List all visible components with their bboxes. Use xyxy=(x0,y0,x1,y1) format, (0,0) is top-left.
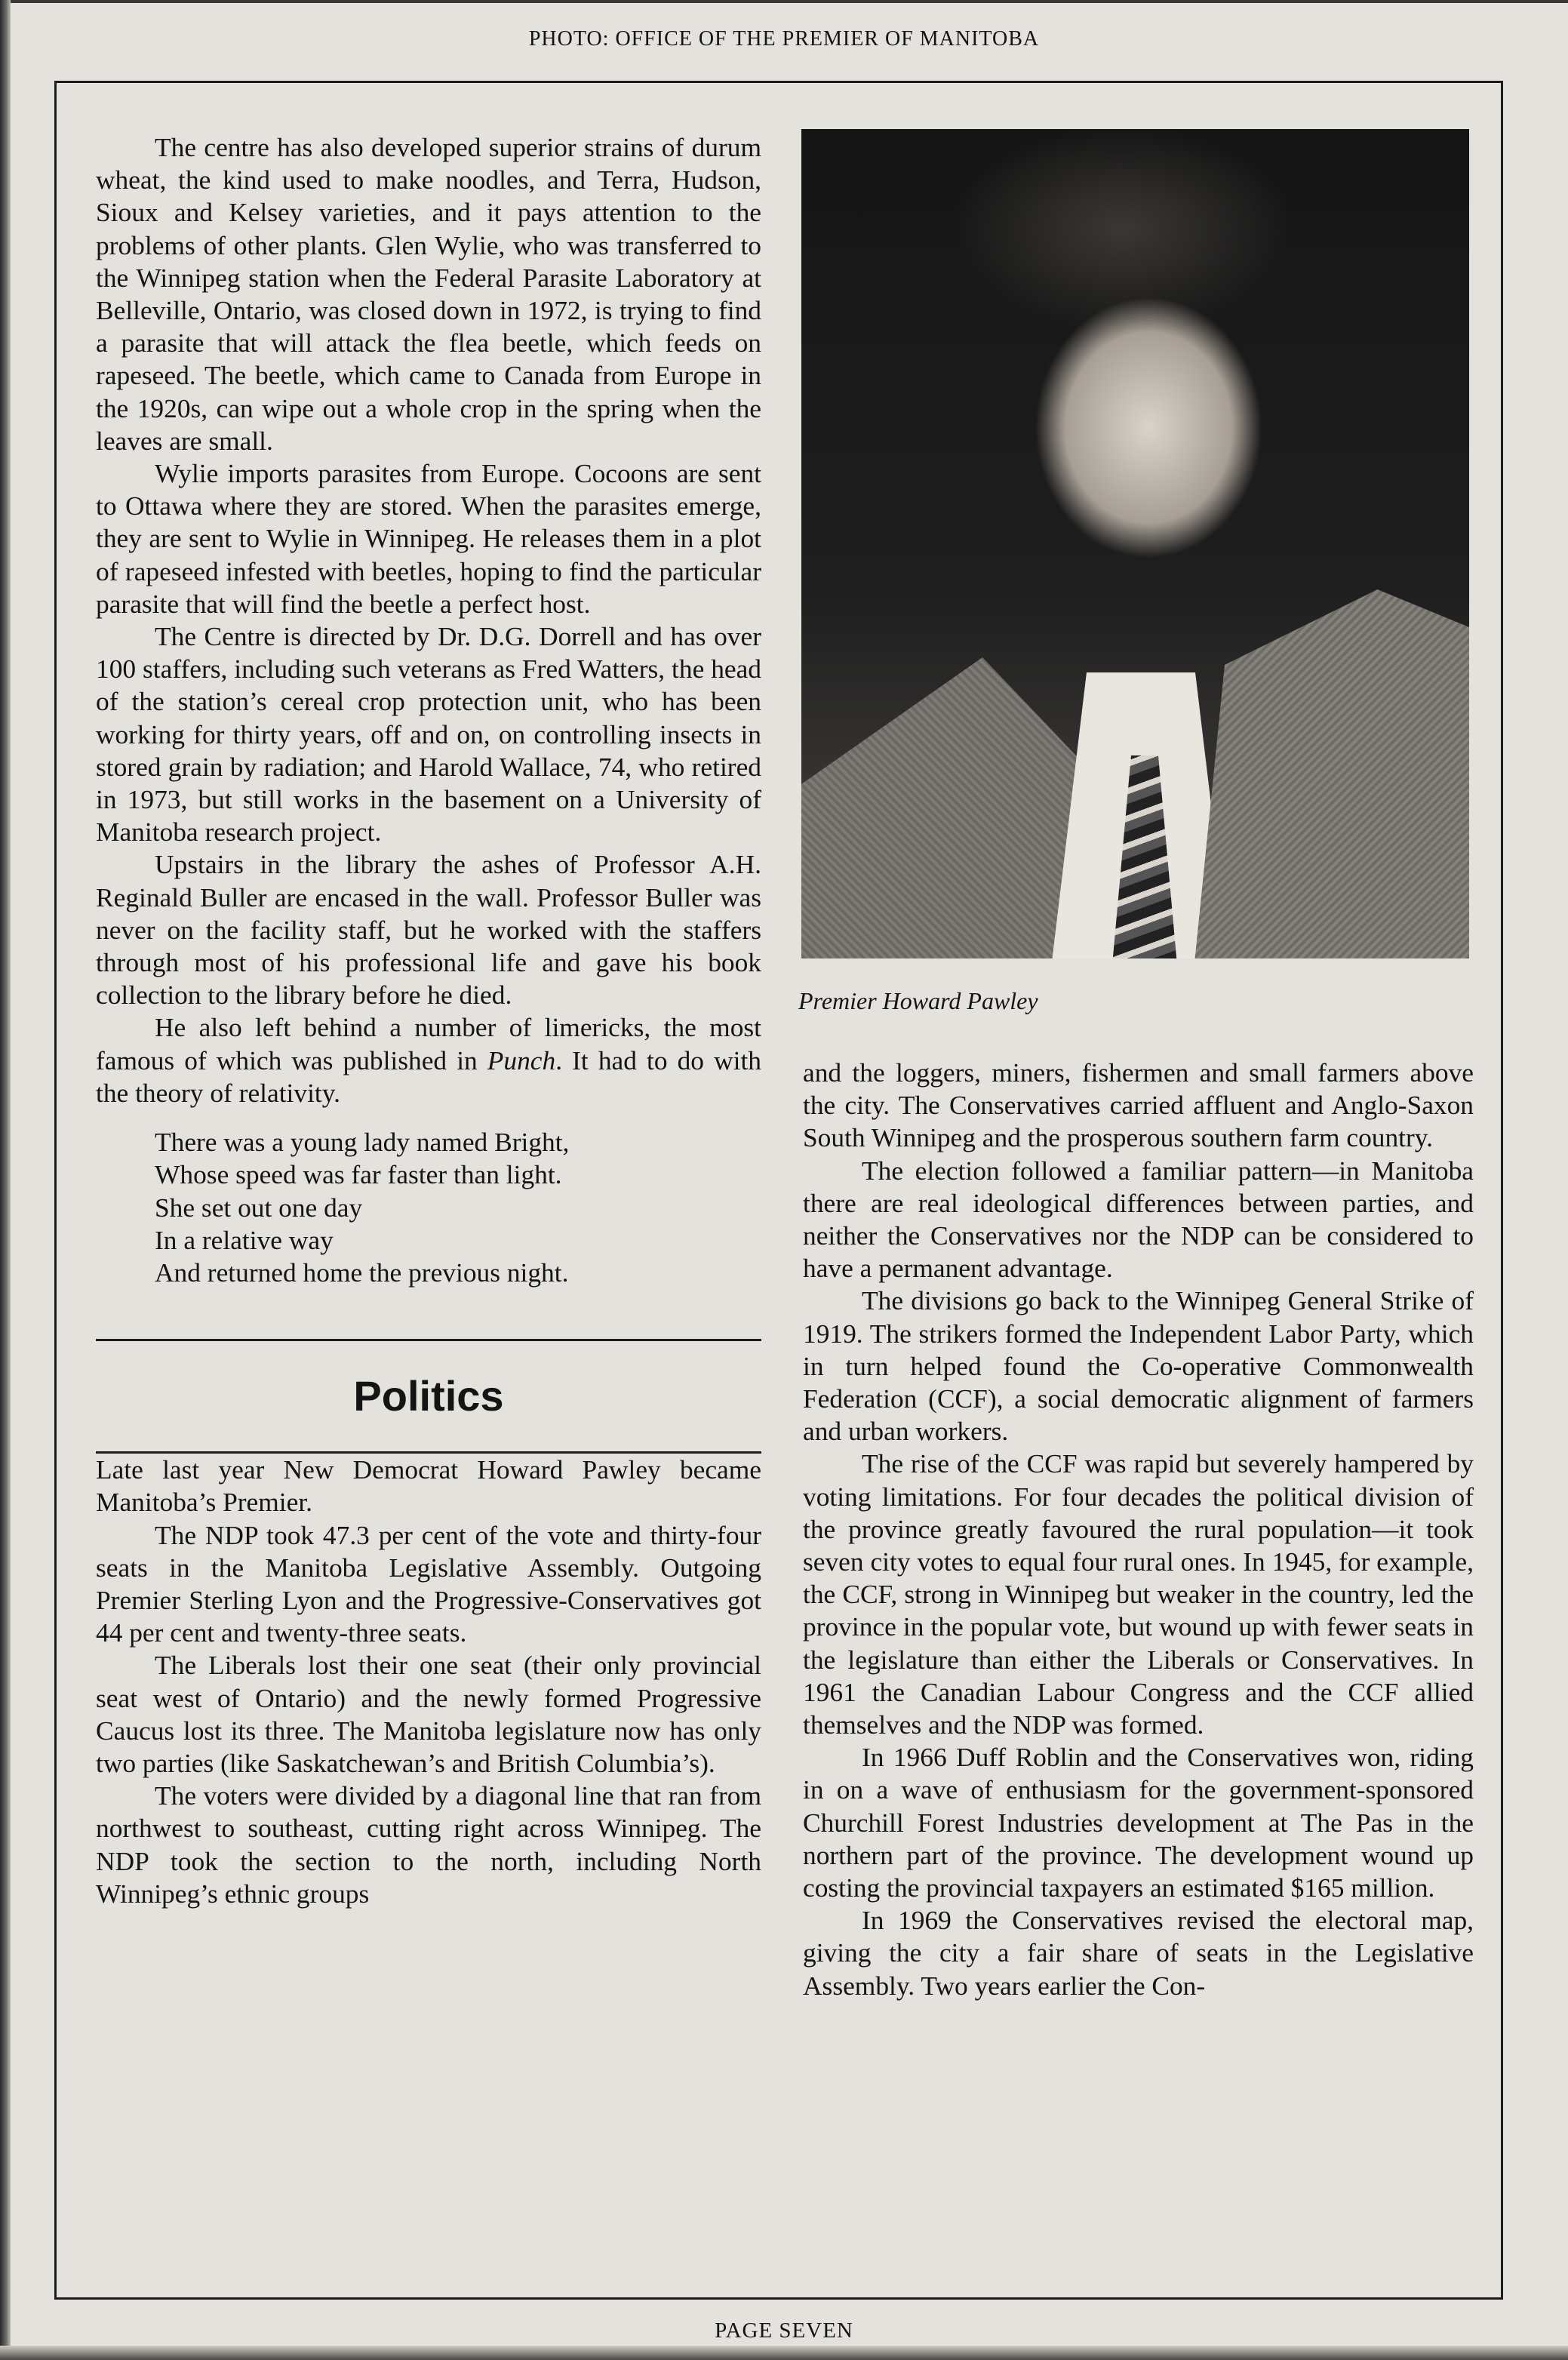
paragraph-duff-roblin: In 1966 Duff Roblin and the Conservatives won, riding in on a wave of enthusiasm for the government-sponsored Churchill Forest Industries development at The Pas in the northern part of the province. The development wound up costing the provincial taxpayers an estimated $165 million. xyxy=(803,1742,1474,1903)
paragraph-buller: Upstairs in the library the ashes of Professor A.H. Reginald Buller are encased in the wall. Professor Buller was never on the facility staff, but he worked with the staffers through most of his professional life and gave his book collection to the library before he died. xyxy=(96,849,761,1011)
right-column xyxy=(803,1057,1474,2002)
paragraph-general-strike: The divisions go back to the Winnipeg General Strike of 1919. The strikers formed the Independent Labor Party, which in turn helped found the Co-operative Commonwealth Federation (CCF), a social democratic alignment of farmers and urban workers. xyxy=(803,1285,1474,1447)
poem-line: She set out one day xyxy=(155,1192,363,1223)
paragraph-continuation: and the loggers, miners, fishermen and small farmers above the city. The Conservatives carried affluent and Anglo-Saxon South Winnipeg and the prosperous southern farm country. xyxy=(803,1057,1474,1153)
poem-line: And returned home the previous night. xyxy=(155,1257,569,1288)
photo-jacket-right xyxy=(1164,589,1469,958)
left-column xyxy=(96,131,761,1910)
paragraph-voters-divided: The voters were divided by a diagonal line that ran from northwest to southeast, cutting right across Winnipeg. The NDP took the section to the north, including North Winnipeg’s ethnic groups xyxy=(96,1780,761,1909)
page-number: PAGE SEVEN xyxy=(715,2318,853,2343)
binding-edge xyxy=(0,0,11,2360)
paragraph-limericks xyxy=(96,1011,761,1109)
section-rule-top xyxy=(96,1339,761,1341)
section-heading-politics: Politics xyxy=(353,1372,504,1420)
paragraph-electoral-map: In 1969 the Conservatives revised the electoral map, giving the city a fair share of seats in the Legislative Assembly. Two years earlier the Con- xyxy=(803,1905,1474,2001)
paragraph-pawley-premier: Late last year New Democrat Howard Pawley became Manitoba’s Premier. xyxy=(96,1454,761,1518)
page-bottom-edge xyxy=(0,2346,1568,2360)
limerick-intro-text: He also left behind a number of limericks, the most famous of which was published in xyxy=(96,1012,761,1075)
paragraph-durum-wheat: The centre has also developed superior strains of durum wheat, the kind used to make noodles, and Terra, Hudson, Sioux and Kelsey varieties, and it pays attention to the problems of other plants. Glen Wylie, who was transferred to the Winnipeg station when the Federal Parasite Laboratory at Belleville, Ontario, was closed down in 1972, is trying to find a parasite that will attack the flea beetle, which feeds on rapeseed. The beetle, which came to Canada from Europe in the 1920s, can wipe out a whole crop in the spring when the leaves are small. xyxy=(96,132,761,456)
photo-caption: Premier Howard Pawley xyxy=(798,987,1038,1014)
paragraph-ndp-vote: The NDP took 47.3 per cent of the vote and thirty-four seats in the Manitoba Legislative Assembly. Outgoing Premier Sterling Lyon and the Progressive-Conservatives got 44 per cent and twenty-three seats. xyxy=(96,1519,761,1648)
poem-line: In a relative way xyxy=(155,1224,334,1255)
paragraph-centre-director: The Centre is directed by Dr. D.G. Dorrell and has over 100 staffers, including such veterans as Fred Watters, the head of the station’s cereal crop protection unit, who has been working for thirty years, off and on, on controlling insects in stored grain by radiation; and Harold Wallace, 74, who retired in 1973, but still works in the basement on a University of Manitoba research project. xyxy=(96,621,761,848)
paragraph-wylie-parasites: Wylie imports parasites from Europe. Cocoons are sent to Ottawa where they are stored. When the parasites emerge, they are sent to Wylie in Winnipeg. He releases them in a plot of rapeseed infested with beetles, hoping to find the particular parasite that will find the beetle a perfect host. xyxy=(96,458,761,619)
paragraph-liberals-lost: The Liberals lost their one seat (their only provincial seat west of Ontario) and the newly formed Progressive Caucus lost its three. The Manitoba legislature now has only two parties (like Saskatchewan’s and British Columbia’s). xyxy=(96,1650,761,1778)
paragraph-rise-of-ccf: The rise of the CCF was rapid but severely hampered by voting limitations. For four decades the political division of the province greatly favoured the rural population—it took seven city votes to equal four rural ones. In 1945, for example, the CCF, strong in Winnipeg but weaker in the country, led the province in the popular vote, but wound up with fewer seats in the legislature than either the Liberals or Conservatives. In 1961 the Canadian Labour Congress and the CCF allied themselves and the NDP was formed. xyxy=(803,1448,1474,1740)
punch-magazine-title: Punch xyxy=(487,1045,556,1075)
premier-portrait-photo xyxy=(801,129,1469,958)
poem-line: Whose speed was far faster than light. xyxy=(155,1159,562,1190)
photo-credit: PHOTO: OFFICE OF THE PREMIER OF MANITOBA xyxy=(528,27,1040,51)
limerick-poem xyxy=(155,1126,761,1289)
poem-line: There was a young lady named Bright, xyxy=(155,1127,570,1158)
page-top-edge xyxy=(0,0,1568,3)
limerick-intro-end: . It had to do with the theory of relativity. xyxy=(96,1045,761,1108)
paragraph-election-pattern: The election followed a familiar pattern—in Manitoba there are real ideological differences between parties, and neither the Conservatives nor the NDP can be considered to have a permanent advantage. xyxy=(803,1155,1474,1284)
